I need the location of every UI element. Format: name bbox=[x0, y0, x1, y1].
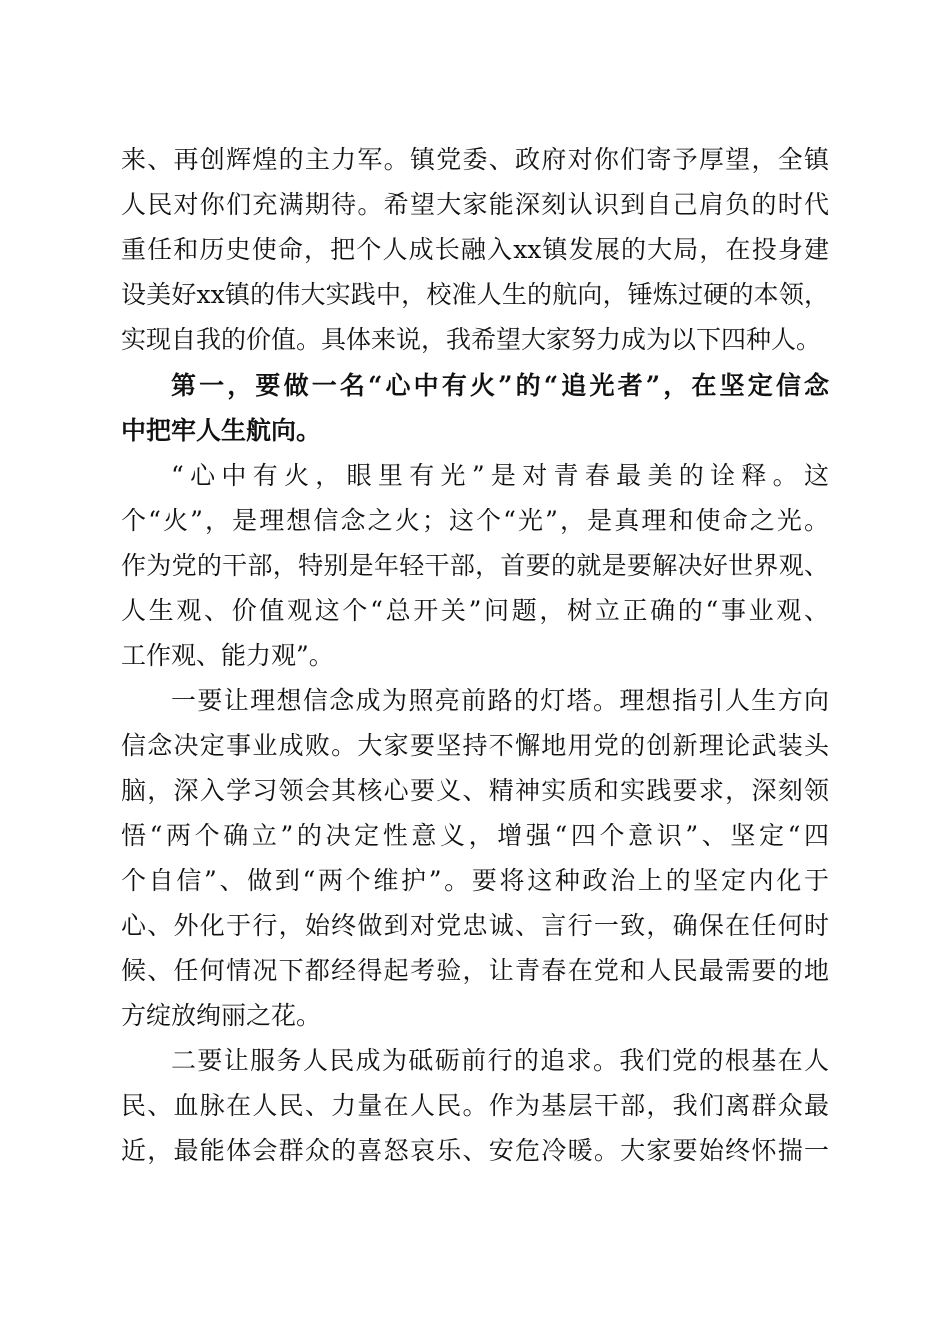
body-text-line: 设美好xx镇的伟大实践中，校准人生的航向，锤炼过硬的本领， bbox=[121, 280, 829, 309]
body-text-line: 个“火”，是理想信念之火；这个“光”，是真理和使命之光。 bbox=[121, 506, 829, 535]
body-text-line: 脑，深入学习领会其核心要义、精神实质和实践要求，深刻领 bbox=[121, 776, 829, 805]
body-text-line: 重任和历史使命，把个人成长融入xx镇发展的大局，在投身建 bbox=[121, 235, 829, 264]
body-text-line: 信念决定事业成败。大家要坚持不懈地用党的创新理论武装头 bbox=[121, 731, 829, 760]
body-text-line: 人民对你们充满期待。希望大家能深刻认识到自己肩负的时代 bbox=[121, 190, 829, 219]
section-heading-line: 中把牢人生航向。 bbox=[121, 416, 322, 445]
body-text-line: 来、再创辉煌的主力军。镇党委、政府对你们寄予厚望，全镇 bbox=[121, 145, 829, 174]
body-text-line: “心中有火，眼里有光”是对青春最美的诠释。这 bbox=[171, 461, 829, 490]
body-text-line: 方绽放绚丽之花。 bbox=[121, 1001, 322, 1030]
body-text-line: 悟“两个确立”的决定性意义，增强“四个意识”、坚定“四 bbox=[121, 821, 829, 850]
body-text-line: 人生观、价值观这个“总开关”问题，树立正确的“事业观、 bbox=[121, 596, 829, 625]
body-text-line: 一要让理想信念成为照亮前路的灯塔。理想指引人生方向 bbox=[171, 686, 829, 715]
body-text-line: 实现自我的价值。具体来说，我希望大家努力成为以下四种人。 bbox=[121, 325, 822, 354]
body-text-line: 民、血脉在人民、力量在人民。作为基层干部，我们离群众最 bbox=[121, 1091, 829, 1120]
body-text-line: 候、任何情况下都经得起考验，让青春在党和人民最需要的地 bbox=[121, 956, 829, 985]
body-text-line: 心、外化于行，始终做到对党忠诚、言行一致，确保在任何时 bbox=[121, 911, 829, 940]
body-text-line: 个自信”、做到“两个维护”。要将这种政治上的坚定内化于 bbox=[121, 866, 829, 895]
body-text-line: 作为党的干部，特别是年轻干部，首要的就是要解决好世界观、 bbox=[121, 551, 829, 580]
section-heading-line: 第一，要做一名“心中有火”的“追光者”，在坚定信念 bbox=[171, 371, 829, 400]
body-text-line: 工作观、能力观”。 bbox=[121, 641, 334, 670]
body-text-line: 二要让服务人民成为砥砺前行的追求。我们党的根基在人 bbox=[171, 1046, 829, 1075]
body-text-line: 近，最能体会群众的喜怒哀乐、安危冷暖。大家要始终怀揣一 bbox=[121, 1136, 829, 1165]
